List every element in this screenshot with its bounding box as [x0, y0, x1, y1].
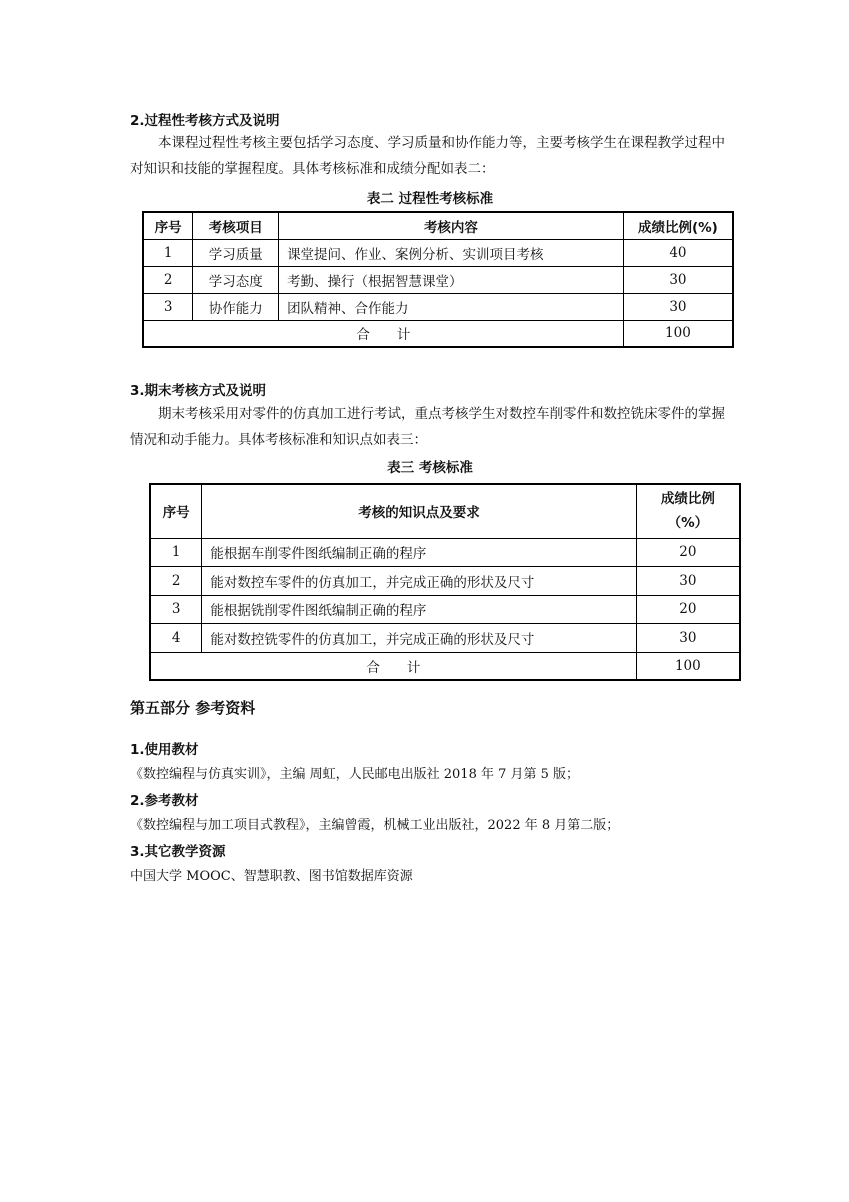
- cell-item: 协作能力: [193, 293, 279, 320]
- cell-ratio: 40: [623, 239, 733, 266]
- table-row: [143, 293, 733, 320]
- cell-ratio: 20: [636, 595, 740, 623]
- table-row: [150, 538, 740, 566]
- cell-ratio: 30: [636, 623, 740, 652]
- subheading-other-resources: 3.其它教学资源: [130, 844, 226, 860]
- cell-content: 能根据车削零件图纸编制正确的程序: [202, 538, 636, 566]
- section-paragraph-final-assessment: 期末考核采用对零件的仿真加工进行考试，重点考核学生对数控车削零件和数控铣床零件的掌握情况和动手能力。具体考核标准和知识点如表三：: [130, 406, 725, 448]
- table-total-row: [150, 652, 740, 680]
- reference-textbook-entry: 《数控编程与加工项目式教程》，主编曾霞，机械工业出版社，2022 年 8 月第二版；: [130, 818, 620, 833]
- cell-ratio: 30: [623, 266, 733, 293]
- cell-content: 团队精神、合作能力: [279, 293, 624, 320]
- section-paragraph-process-assessment: 本课程过程性考核主要包括学习态度、学习质量和协作能力等，主要考核学生在课程教学过程中对知识和技能的掌握程度。具体考核标准和成绩分配如表二：: [130, 135, 725, 177]
- column-header-ratio-line2: （%）: [667, 515, 709, 532]
- column-header-ratio-line1: 成绩比例: [660, 491, 715, 508]
- section-heading-final-assessment: 3.期末考核方式及说明: [130, 383, 267, 399]
- cell-ratio: 30: [636, 566, 740, 595]
- table-header-row: [150, 484, 740, 538]
- table-header-row: [143, 212, 733, 239]
- column-header-no: 序号: [143, 212, 193, 239]
- subheading-textbook: 1.使用教材: [130, 742, 199, 758]
- cell-content: 考勤、操行（根据智慧课堂）: [279, 266, 624, 293]
- total-value: 100: [636, 652, 740, 680]
- cell-no: 4: [150, 623, 202, 652]
- table-total-row: [143, 320, 733, 347]
- column-header-ratio: 成绩比例(%): [623, 212, 733, 239]
- column-header-content: 考核内容: [279, 212, 624, 239]
- cell-no: 1: [143, 239, 193, 266]
- cell-ratio: 20: [636, 538, 740, 566]
- cell-ratio: 30: [623, 293, 733, 320]
- cell-no: 1: [150, 538, 202, 566]
- total-label: 合 计: [143, 320, 623, 347]
- column-header-no: 序号: [150, 484, 202, 538]
- column-header-ratio: [636, 484, 740, 538]
- other-resources-entry: 中国大学 MOOC、智慧职教、图书馆数据库资源: [130, 869, 413, 884]
- cell-content: 课堂提问、作业、案例分析、实训项目考核: [279, 239, 624, 266]
- table-row: [150, 566, 740, 595]
- cell-content: 能对数控车零件的仿真加工，并完成正确的形状及尺寸: [202, 566, 636, 595]
- table-row: [143, 239, 733, 266]
- column-header-content: 考核的知识点及要求: [202, 484, 636, 538]
- cell-no: 2: [150, 566, 202, 595]
- cell-no: 3: [143, 293, 193, 320]
- cell-no: 2: [143, 266, 193, 293]
- table-row: [143, 266, 733, 293]
- cell-no: 3: [150, 595, 202, 623]
- cell-item: 学习质量: [193, 239, 279, 266]
- final-assessment-table: [149, 483, 741, 681]
- table-row: [150, 623, 740, 652]
- table-row: [150, 595, 740, 623]
- cell-item: 学习态度: [193, 266, 279, 293]
- column-header-item: 考核项目: [193, 212, 279, 239]
- cell-content: 能根据铣削零件图纸编制正确的程序: [202, 595, 636, 623]
- cell-content: 能对数控铣零件的仿真加工，并完成正确的形状及尺寸: [202, 623, 636, 652]
- table-caption-3: 表三 考核标准: [387, 460, 473, 476]
- table-caption-2: 表二 过程性考核标准: [366, 191, 494, 207]
- section-heading-process-assessment: 2.过程性考核方式及说明: [130, 113, 280, 129]
- part-heading-references: 第五部分 参考资料: [130, 699, 256, 717]
- subheading-reference-textbook: 2.参考教材: [130, 793, 199, 809]
- textbook-entry: 《数控编程与仿真实训》，主编 周虹，人民邮电出版社 2018 年 7 月第 5 版；: [130, 767, 580, 782]
- process-assessment-table: [142, 211, 734, 348]
- total-value: 100: [623, 320, 733, 347]
- total-label: 合 计: [150, 652, 636, 680]
